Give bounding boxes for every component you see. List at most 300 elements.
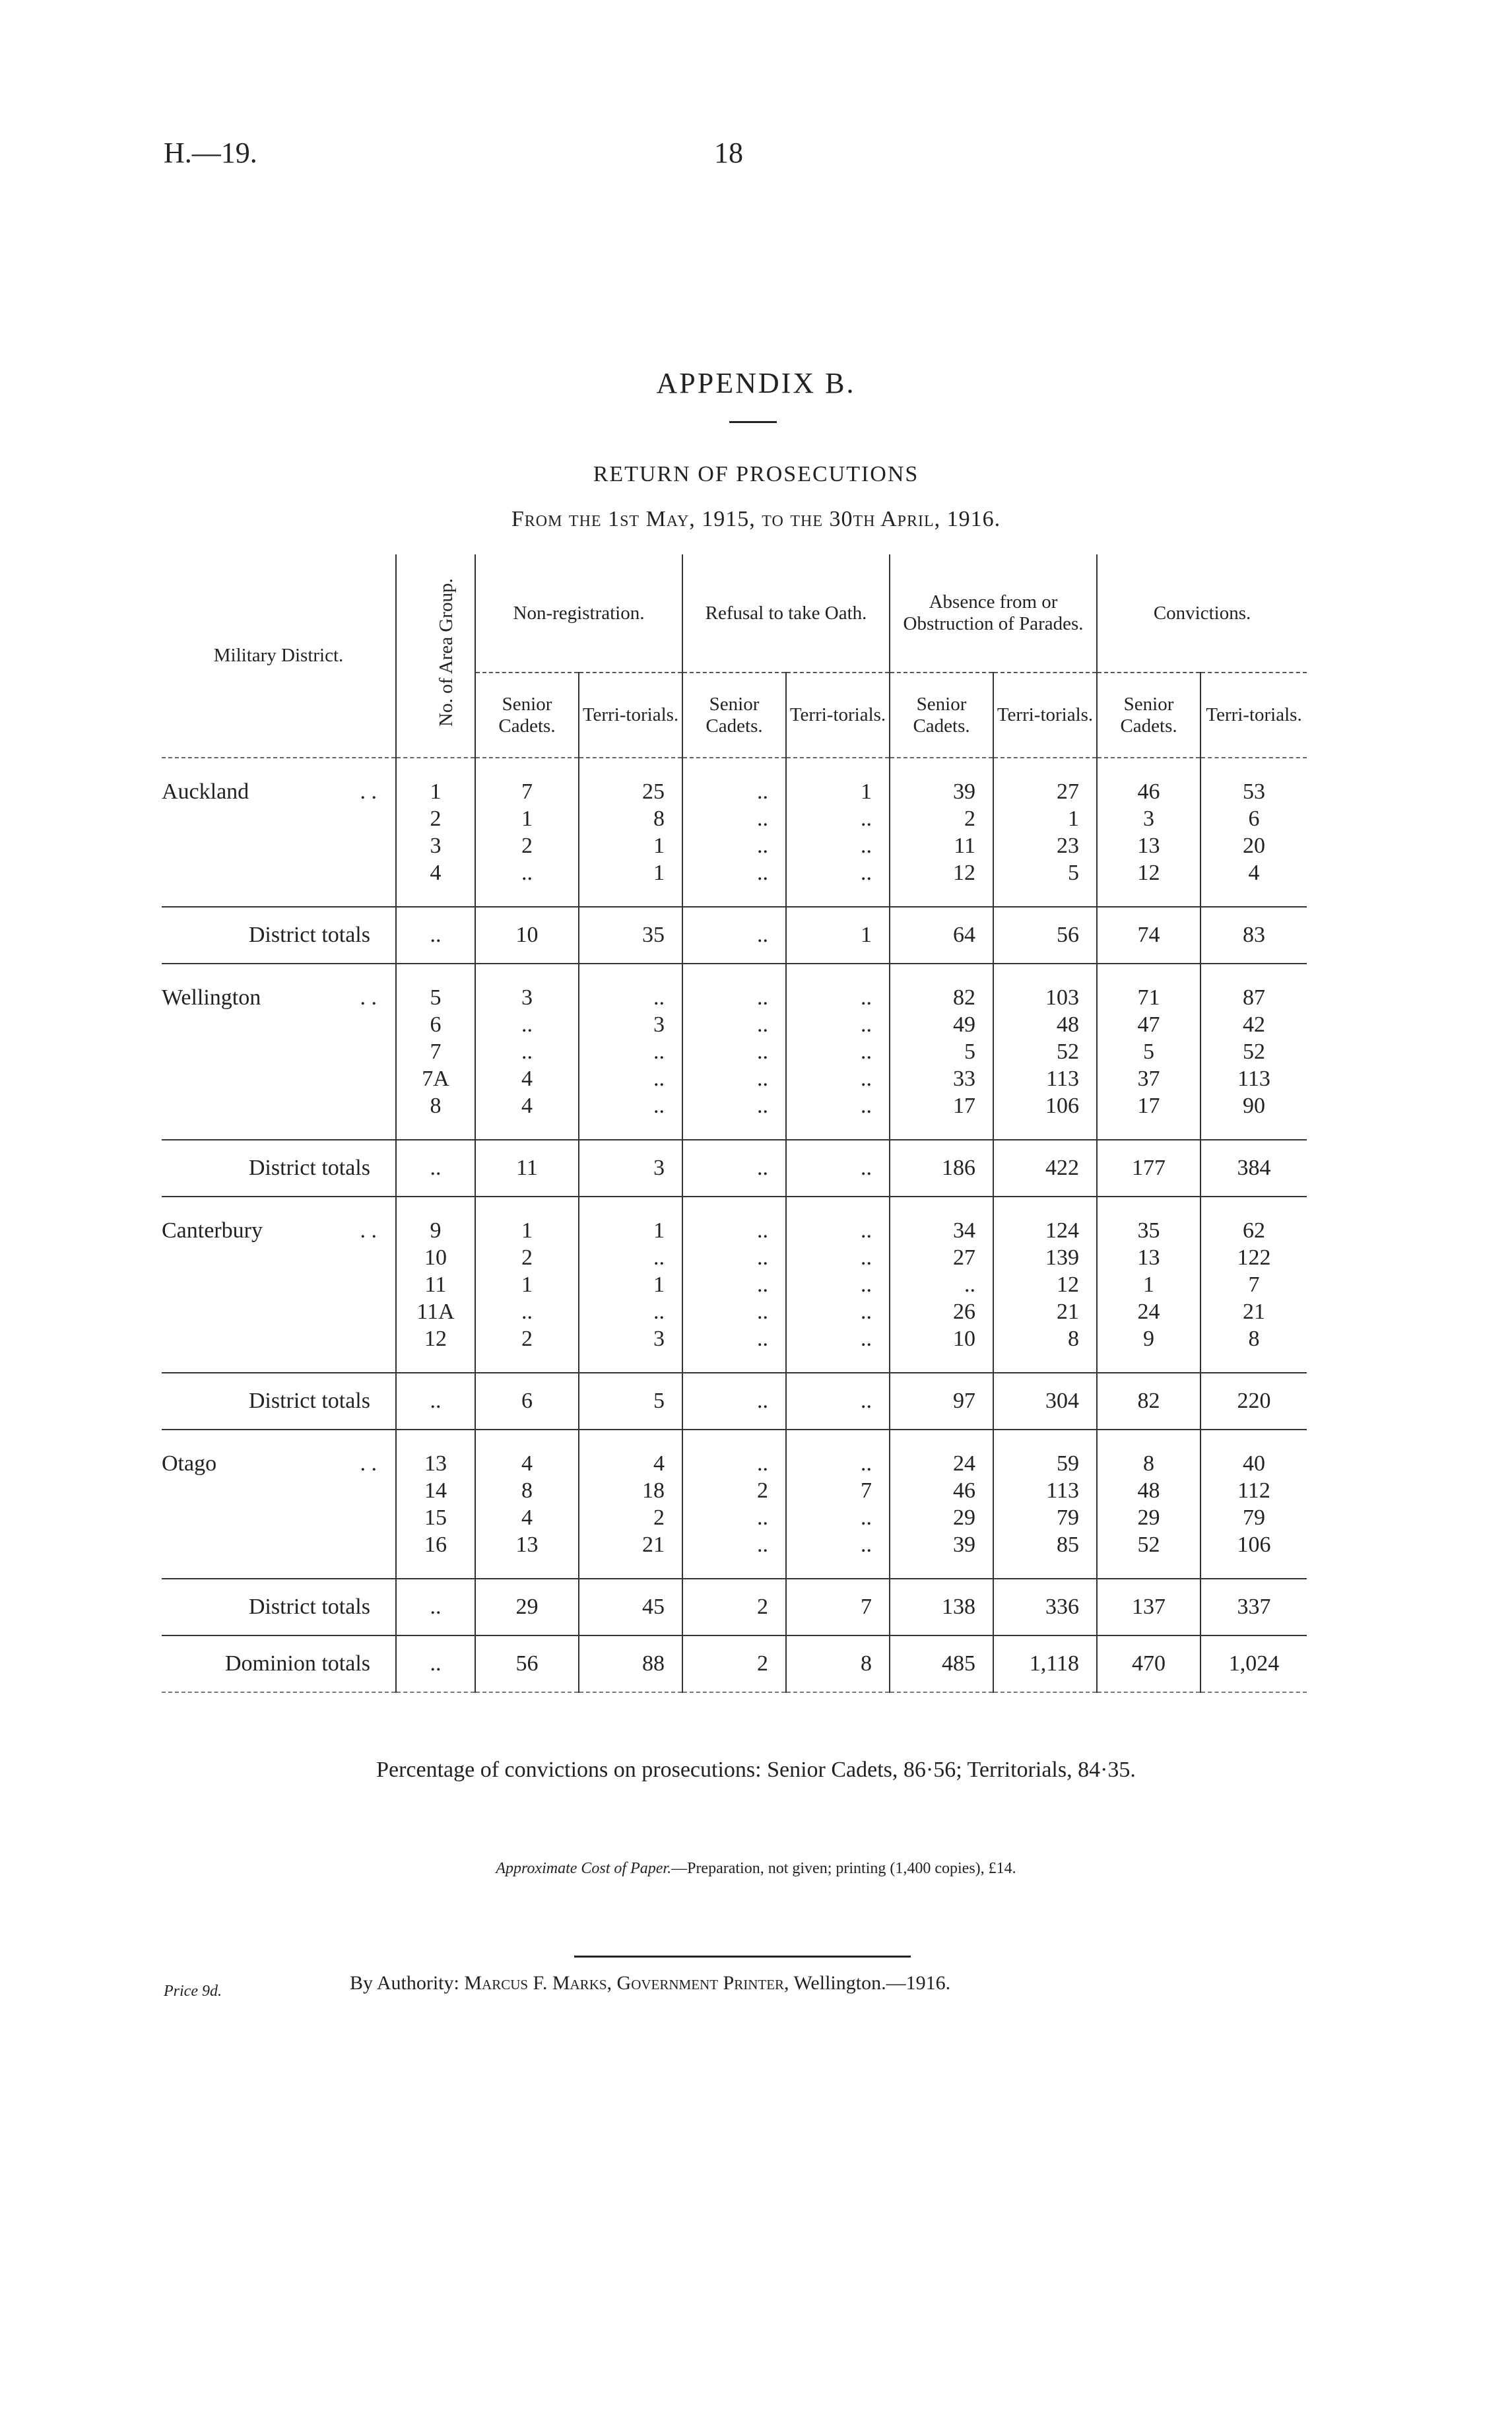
value-cell: .. bbox=[786, 984, 890, 1011]
area-group-cell: 3 bbox=[396, 832, 475, 859]
spacer-cell bbox=[1097, 1119, 1200, 1140]
empty-cell bbox=[162, 1011, 396, 1038]
price-note: Price 9d. bbox=[164, 1983, 222, 2000]
value-cell: 64 bbox=[890, 907, 993, 964]
spacer-cell bbox=[475, 758, 579, 778]
spacer-cell bbox=[682, 1430, 786, 1450]
spacer-cell bbox=[162, 1430, 396, 1450]
value-cell: 87 bbox=[1200, 984, 1307, 1011]
spacer-cell bbox=[890, 964, 993, 984]
senior-cadets-header: Senior Cadets. bbox=[682, 673, 786, 758]
area-group-cell: 8 bbox=[396, 1092, 475, 1119]
leader-dots: . . bbox=[360, 985, 377, 1010]
spacer-cell bbox=[1097, 1558, 1200, 1579]
value-cell: .. bbox=[579, 1244, 682, 1271]
empty-cell bbox=[162, 1092, 396, 1119]
value-cell: 5 bbox=[579, 1373, 682, 1430]
value-cell: 83 bbox=[1200, 907, 1307, 964]
spacer-cell bbox=[579, 1352, 682, 1373]
value-cell: .. bbox=[475, 859, 579, 886]
value-cell: 2 bbox=[682, 1635, 786, 1692]
value-cell: 88 bbox=[579, 1635, 682, 1692]
value-cell: 47 bbox=[1097, 1011, 1200, 1038]
spacer-cell bbox=[396, 964, 475, 984]
territorials-header: Terri-torials. bbox=[786, 673, 890, 758]
spacer-cell bbox=[579, 886, 682, 907]
value-cell: 82 bbox=[890, 984, 993, 1011]
district-name: Wellington bbox=[162, 985, 261, 1010]
table-row bbox=[162, 1325, 1307, 1352]
value-cell: .. bbox=[786, 1271, 890, 1298]
value-cell: 85 bbox=[993, 1531, 1097, 1558]
value-cell: 1 bbox=[475, 805, 579, 832]
spacer-cell bbox=[475, 886, 579, 907]
spacer-cell bbox=[890, 1352, 993, 1373]
value-cell: .. bbox=[579, 1298, 682, 1325]
value-cell: 186 bbox=[890, 1140, 993, 1197]
value-cell: 122 bbox=[1200, 1244, 1307, 1271]
spacer-cell bbox=[1200, 758, 1307, 778]
value-cell: 74 bbox=[1097, 907, 1200, 964]
empty-cell bbox=[162, 1477, 396, 1504]
value-cell: .. bbox=[786, 1244, 890, 1271]
value-cell: 26 bbox=[890, 1298, 993, 1325]
value-cell: .. bbox=[579, 984, 682, 1011]
value-cell: .. bbox=[786, 1298, 890, 1325]
value-cell: 90 bbox=[1200, 1092, 1307, 1119]
spacer-cell bbox=[396, 1352, 475, 1373]
area-group-cell: 5 bbox=[396, 984, 475, 1011]
value-cell: 48 bbox=[993, 1011, 1097, 1038]
spacer-cell bbox=[890, 1558, 993, 1579]
value-cell: 52 bbox=[993, 1038, 1097, 1065]
value-cell: 56 bbox=[993, 907, 1097, 964]
spacer-cell bbox=[682, 1352, 786, 1373]
value-cell: 106 bbox=[993, 1092, 1097, 1119]
value-cell: 220 bbox=[1200, 1373, 1307, 1430]
authority-place-year: Wellington.—1916. bbox=[793, 1972, 951, 1994]
spacer-cell bbox=[993, 758, 1097, 778]
spacer-cell bbox=[396, 1197, 475, 1217]
value-cell: 5 bbox=[1097, 1038, 1200, 1065]
district-name: Canterbury bbox=[162, 1218, 263, 1243]
authority-rule bbox=[574, 1956, 911, 1958]
spacer-cell bbox=[1097, 1430, 1200, 1450]
value-cell: 10 bbox=[890, 1325, 993, 1352]
appendix-title: APPENDIX B. bbox=[656, 367, 856, 399]
spacer-cell bbox=[786, 886, 890, 907]
value-cell: 46 bbox=[890, 1477, 993, 1504]
spacer-cell bbox=[475, 1197, 579, 1217]
value-cell: .. bbox=[682, 984, 786, 1011]
spacer-cell bbox=[1200, 1430, 1307, 1450]
value-cell: 1 bbox=[475, 1271, 579, 1298]
table-row bbox=[162, 1504, 1307, 1531]
area-group-cell: .. bbox=[396, 1373, 475, 1430]
value-cell: 11 bbox=[890, 832, 993, 859]
value-cell: 12 bbox=[993, 1271, 1097, 1298]
table-row bbox=[162, 1477, 1307, 1504]
refusal-oath-header: Refusal to take Oath. bbox=[682, 554, 890, 673]
value-cell: 470 bbox=[1097, 1635, 1200, 1692]
value-cell: 23 bbox=[993, 832, 1097, 859]
spacer-cell bbox=[1200, 1558, 1307, 1579]
value-cell: .. bbox=[682, 907, 786, 964]
cost-note bbox=[0, 1860, 1512, 1878]
value-cell: 17 bbox=[1097, 1092, 1200, 1119]
value-cell: 1 bbox=[579, 832, 682, 859]
value-cell: 106 bbox=[1200, 1531, 1307, 1558]
value-cell: .. bbox=[579, 1065, 682, 1092]
area-group-cell: 12 bbox=[396, 1325, 475, 1352]
value-cell: 137 bbox=[1097, 1579, 1200, 1635]
value-cell: 7 bbox=[786, 1579, 890, 1635]
value-cell: 24 bbox=[890, 1450, 993, 1477]
spacer-cell bbox=[475, 1430, 579, 1450]
table-spacer-row bbox=[162, 964, 1307, 984]
value-cell: .. bbox=[682, 1217, 786, 1244]
absence-obstruction-header: Absence from or Obstruction of Parades. bbox=[890, 554, 1097, 673]
senior-cadets-header: Senior Cadets. bbox=[1097, 673, 1200, 758]
value-cell: .. bbox=[682, 832, 786, 859]
area-group-cell: .. bbox=[396, 1635, 475, 1692]
district-name: Otago bbox=[162, 1451, 217, 1476]
value-cell: 52 bbox=[1097, 1531, 1200, 1558]
value-cell: 35 bbox=[579, 907, 682, 964]
value-cell: .. bbox=[682, 1065, 786, 1092]
area-group-cell: 9 bbox=[396, 1217, 475, 1244]
value-cell: 113 bbox=[1200, 1065, 1307, 1092]
empty-cell bbox=[162, 1038, 396, 1065]
value-cell: 3 bbox=[475, 984, 579, 1011]
value-cell: 12 bbox=[1097, 859, 1200, 886]
district-totals-row bbox=[162, 907, 1307, 964]
value-cell: .. bbox=[786, 1450, 890, 1477]
convictions-header: Convictions. bbox=[1097, 554, 1307, 673]
value-cell: 42 bbox=[1200, 1011, 1307, 1038]
area-group-cell: 1 bbox=[396, 778, 475, 805]
spacer-cell bbox=[786, 1197, 890, 1217]
value-cell: 40 bbox=[1200, 1450, 1307, 1477]
value-cell: .. bbox=[682, 1244, 786, 1271]
empty-cell bbox=[162, 1065, 396, 1092]
value-cell: 1 bbox=[579, 859, 682, 886]
value-cell: 8 bbox=[786, 1635, 890, 1692]
spacer-cell bbox=[786, 1352, 890, 1373]
value-cell: 39 bbox=[890, 778, 993, 805]
value-cell: 8 bbox=[579, 805, 682, 832]
spacer-cell bbox=[890, 1430, 993, 1450]
value-cell: .. bbox=[786, 1373, 890, 1430]
area-group-cell: 15 bbox=[396, 1504, 475, 1531]
table-row bbox=[162, 1450, 1307, 1477]
value-cell: 6 bbox=[475, 1373, 579, 1430]
document-reference: H.—19. bbox=[164, 137, 257, 169]
spacer-cell bbox=[396, 886, 475, 907]
area-group-header bbox=[396, 554, 475, 758]
value-cell: 485 bbox=[890, 1635, 993, 1692]
value-cell: .. bbox=[786, 1038, 890, 1065]
value-cell: .. bbox=[682, 1325, 786, 1352]
table-spacer-row bbox=[162, 886, 1307, 907]
spacer-cell bbox=[1200, 1352, 1307, 1373]
district-name-cell bbox=[162, 1450, 396, 1477]
spacer-cell bbox=[396, 1430, 475, 1450]
value-cell: 45 bbox=[579, 1579, 682, 1635]
value-cell: 27 bbox=[890, 1244, 993, 1271]
value-cell: 12 bbox=[890, 859, 993, 886]
value-cell: .. bbox=[579, 1038, 682, 1065]
area-group-cell: 10 bbox=[396, 1244, 475, 1271]
empty-cell bbox=[162, 1531, 396, 1558]
table-row bbox=[162, 1065, 1307, 1092]
value-cell: 71 bbox=[1097, 984, 1200, 1011]
value-cell: 384 bbox=[1200, 1140, 1307, 1197]
district-totals-label: District totals bbox=[162, 1140, 396, 1197]
district-totals-label: District totals bbox=[162, 1373, 396, 1430]
area-group-cell: .. bbox=[396, 1140, 475, 1197]
area-group-cell: 4 bbox=[396, 859, 475, 886]
empty-cell bbox=[162, 1325, 396, 1352]
spacer-cell bbox=[993, 964, 1097, 984]
spacer-cell bbox=[1097, 886, 1200, 907]
value-cell: 7 bbox=[1200, 1271, 1307, 1298]
dominion-totals-row bbox=[162, 1635, 1307, 1692]
area-group-cell: 2 bbox=[396, 805, 475, 832]
value-cell: 4 bbox=[475, 1450, 579, 1477]
value-cell: .. bbox=[682, 1373, 786, 1430]
spacer-cell bbox=[682, 886, 786, 907]
value-cell: 24 bbox=[1097, 1298, 1200, 1325]
value-cell: .. bbox=[475, 1298, 579, 1325]
spacer-cell bbox=[786, 758, 890, 778]
value-cell: 7 bbox=[786, 1477, 890, 1504]
value-cell: .. bbox=[682, 805, 786, 832]
area-group-cell: .. bbox=[396, 1579, 475, 1635]
spacer-cell bbox=[396, 1558, 475, 1579]
value-cell: 4 bbox=[1200, 859, 1307, 886]
value-cell: 112 bbox=[1200, 1477, 1307, 1504]
spacer-cell bbox=[682, 964, 786, 984]
value-cell: 29 bbox=[890, 1504, 993, 1531]
area-group-cell: 14 bbox=[396, 1477, 475, 1504]
value-cell: 10 bbox=[475, 907, 579, 964]
table-row bbox=[162, 1092, 1307, 1119]
value-cell: 336 bbox=[993, 1579, 1097, 1635]
value-cell: 2 bbox=[475, 1244, 579, 1271]
territorials-header: Terri-torials. bbox=[579, 673, 682, 758]
spacer-cell bbox=[475, 1119, 579, 1140]
leader-dots: . . bbox=[360, 779, 377, 804]
value-cell: 49 bbox=[890, 1011, 993, 1038]
value-cell: 3 bbox=[579, 1011, 682, 1038]
value-cell: 39 bbox=[890, 1531, 993, 1558]
area-group-cell: 16 bbox=[396, 1531, 475, 1558]
empty-cell bbox=[162, 859, 396, 886]
spacer-cell bbox=[396, 1119, 475, 1140]
value-cell: .. bbox=[579, 1092, 682, 1119]
spacer-cell bbox=[786, 1119, 890, 1140]
value-cell: 1,118 bbox=[993, 1635, 1097, 1692]
table-row bbox=[162, 1531, 1307, 1558]
cost-note-text: —Preparation, not given; printing (1,400 copies), £14. bbox=[671, 1860, 1016, 1877]
percentage-note: Percentage of convictions on prosecutions: Senior Cadets, 86·56; Territorials, 84·35. bbox=[376, 1758, 1136, 1782]
value-cell: .. bbox=[682, 1038, 786, 1065]
spacer-cell bbox=[579, 964, 682, 984]
value-cell: 5 bbox=[993, 859, 1097, 886]
spacer-cell bbox=[475, 964, 579, 984]
spacer-cell bbox=[162, 886, 396, 907]
value-cell: .. bbox=[786, 1217, 890, 1244]
value-cell: 79 bbox=[993, 1504, 1097, 1531]
value-cell: 2 bbox=[682, 1477, 786, 1504]
value-cell: 59 bbox=[993, 1450, 1097, 1477]
area-group-cell: 6 bbox=[396, 1011, 475, 1038]
value-cell: 82 bbox=[1097, 1373, 1200, 1430]
territorials-header: Terri-torials. bbox=[1200, 673, 1307, 758]
spacer-cell bbox=[162, 1197, 396, 1217]
value-cell: 103 bbox=[993, 984, 1097, 1011]
value-cell: 21 bbox=[579, 1531, 682, 1558]
spacer-cell bbox=[682, 1119, 786, 1140]
value-cell: .. bbox=[682, 1011, 786, 1038]
value-cell: 8 bbox=[993, 1325, 1097, 1352]
value-cell: 27 bbox=[993, 778, 1097, 805]
spacer-cell bbox=[890, 1197, 993, 1217]
table-row bbox=[162, 1244, 1307, 1271]
spacer-cell bbox=[890, 1119, 993, 1140]
area-group-cell: 7A bbox=[396, 1065, 475, 1092]
spacer-cell bbox=[162, 758, 396, 778]
area-group-cell: 11A bbox=[396, 1298, 475, 1325]
value-cell: 1 bbox=[1097, 1271, 1200, 1298]
spacer-cell bbox=[682, 1558, 786, 1579]
value-cell: .. bbox=[786, 805, 890, 832]
spacer-cell bbox=[396, 758, 475, 778]
value-cell: 11 bbox=[475, 1140, 579, 1197]
district-totals-row bbox=[162, 1579, 1307, 1635]
spacer-cell bbox=[993, 1119, 1097, 1140]
district-totals-label: District totals bbox=[162, 907, 396, 964]
title-rule bbox=[729, 421, 777, 423]
district-name: Auckland bbox=[162, 779, 249, 804]
empty-cell bbox=[162, 1244, 396, 1271]
value-cell: 2 bbox=[579, 1504, 682, 1531]
value-cell: 124 bbox=[993, 1217, 1097, 1244]
value-cell: 18 bbox=[579, 1477, 682, 1504]
table-body bbox=[162, 758, 1307, 1692]
spacer-cell bbox=[162, 1352, 396, 1373]
table-spacer-row bbox=[162, 1352, 1307, 1373]
table-row bbox=[162, 832, 1307, 859]
value-cell: 79 bbox=[1200, 1504, 1307, 1531]
spacer-cell bbox=[993, 1352, 1097, 1373]
value-cell: 7 bbox=[475, 778, 579, 805]
prosecutions-table bbox=[162, 554, 1307, 1693]
spacer-cell bbox=[786, 964, 890, 984]
non-registration-header: Non-registration. bbox=[475, 554, 682, 673]
value-cell: 21 bbox=[993, 1298, 1097, 1325]
value-cell: .. bbox=[682, 1140, 786, 1197]
value-cell: .. bbox=[682, 1531, 786, 1558]
value-cell: 13 bbox=[1097, 1244, 1200, 1271]
period-subtitle: From the 1st May, 1915, to the 30th April, 1916. bbox=[511, 507, 1001, 531]
value-cell: 29 bbox=[475, 1579, 579, 1635]
spacer-cell bbox=[1097, 1197, 1200, 1217]
district-name-cell bbox=[162, 1217, 396, 1244]
spacer-cell bbox=[890, 886, 993, 907]
value-cell: 1,024 bbox=[1200, 1635, 1307, 1692]
value-cell: 20 bbox=[1200, 832, 1307, 859]
value-cell: 62 bbox=[1200, 1217, 1307, 1244]
spacer-cell bbox=[579, 758, 682, 778]
table-spacer-row bbox=[162, 758, 1307, 778]
cost-note-label: Approximate Cost of Paper. bbox=[496, 1860, 672, 1877]
spacer-cell bbox=[890, 758, 993, 778]
value-cell: 1 bbox=[993, 805, 1097, 832]
area-group-cell: 11 bbox=[396, 1271, 475, 1298]
value-cell: 1 bbox=[786, 907, 890, 964]
spacer-cell bbox=[1097, 758, 1200, 778]
table-row bbox=[162, 1038, 1307, 1065]
table-row bbox=[162, 1217, 1307, 1244]
value-cell: 3 bbox=[579, 1325, 682, 1352]
table-spacer-row bbox=[162, 1119, 1307, 1140]
table-row bbox=[162, 778, 1307, 805]
empty-cell bbox=[162, 1504, 396, 1531]
value-cell: 2 bbox=[475, 832, 579, 859]
value-cell: 4 bbox=[579, 1450, 682, 1477]
value-cell: .. bbox=[682, 1450, 786, 1477]
value-cell: 2 bbox=[890, 805, 993, 832]
value-cell: 8 bbox=[1097, 1450, 1200, 1477]
value-cell: .. bbox=[475, 1038, 579, 1065]
spacer-cell bbox=[579, 1197, 682, 1217]
value-cell: 5 bbox=[890, 1038, 993, 1065]
district-name-cell bbox=[162, 984, 396, 1011]
spacer-cell bbox=[786, 1558, 890, 1579]
value-cell: 4 bbox=[475, 1065, 579, 1092]
value-cell: 4 bbox=[475, 1092, 579, 1119]
value-cell: 177 bbox=[1097, 1140, 1200, 1197]
dominion-totals-label: Dominion totals bbox=[162, 1635, 396, 1692]
empty-cell bbox=[162, 805, 396, 832]
spacer-cell bbox=[1200, 886, 1307, 907]
empty-cell bbox=[162, 832, 396, 859]
leader-dots: . . bbox=[360, 1451, 377, 1476]
value-cell: .. bbox=[682, 1271, 786, 1298]
value-cell: 29 bbox=[1097, 1504, 1200, 1531]
value-cell: 1 bbox=[579, 1271, 682, 1298]
value-cell: 4 bbox=[475, 1504, 579, 1531]
value-cell: .. bbox=[786, 1140, 890, 1197]
value-cell: 6 bbox=[1200, 805, 1307, 832]
area-group-cell: 7 bbox=[396, 1038, 475, 1065]
value-cell: 13 bbox=[475, 1531, 579, 1558]
military-district-header: Military District. bbox=[162, 554, 396, 758]
value-cell: .. bbox=[682, 778, 786, 805]
value-cell: 1 bbox=[786, 778, 890, 805]
spacer-cell bbox=[993, 1197, 1097, 1217]
spacer-cell bbox=[579, 1430, 682, 1450]
leader-dots: . . bbox=[360, 1218, 377, 1243]
value-cell: .. bbox=[682, 859, 786, 886]
value-cell: 35 bbox=[1097, 1217, 1200, 1244]
value-cell: .. bbox=[890, 1271, 993, 1298]
value-cell: 1 bbox=[579, 1217, 682, 1244]
table-spacer-row bbox=[162, 1197, 1307, 1217]
authority-printer: Marcus F. Marks, Government Printer, bbox=[464, 1972, 789, 1994]
